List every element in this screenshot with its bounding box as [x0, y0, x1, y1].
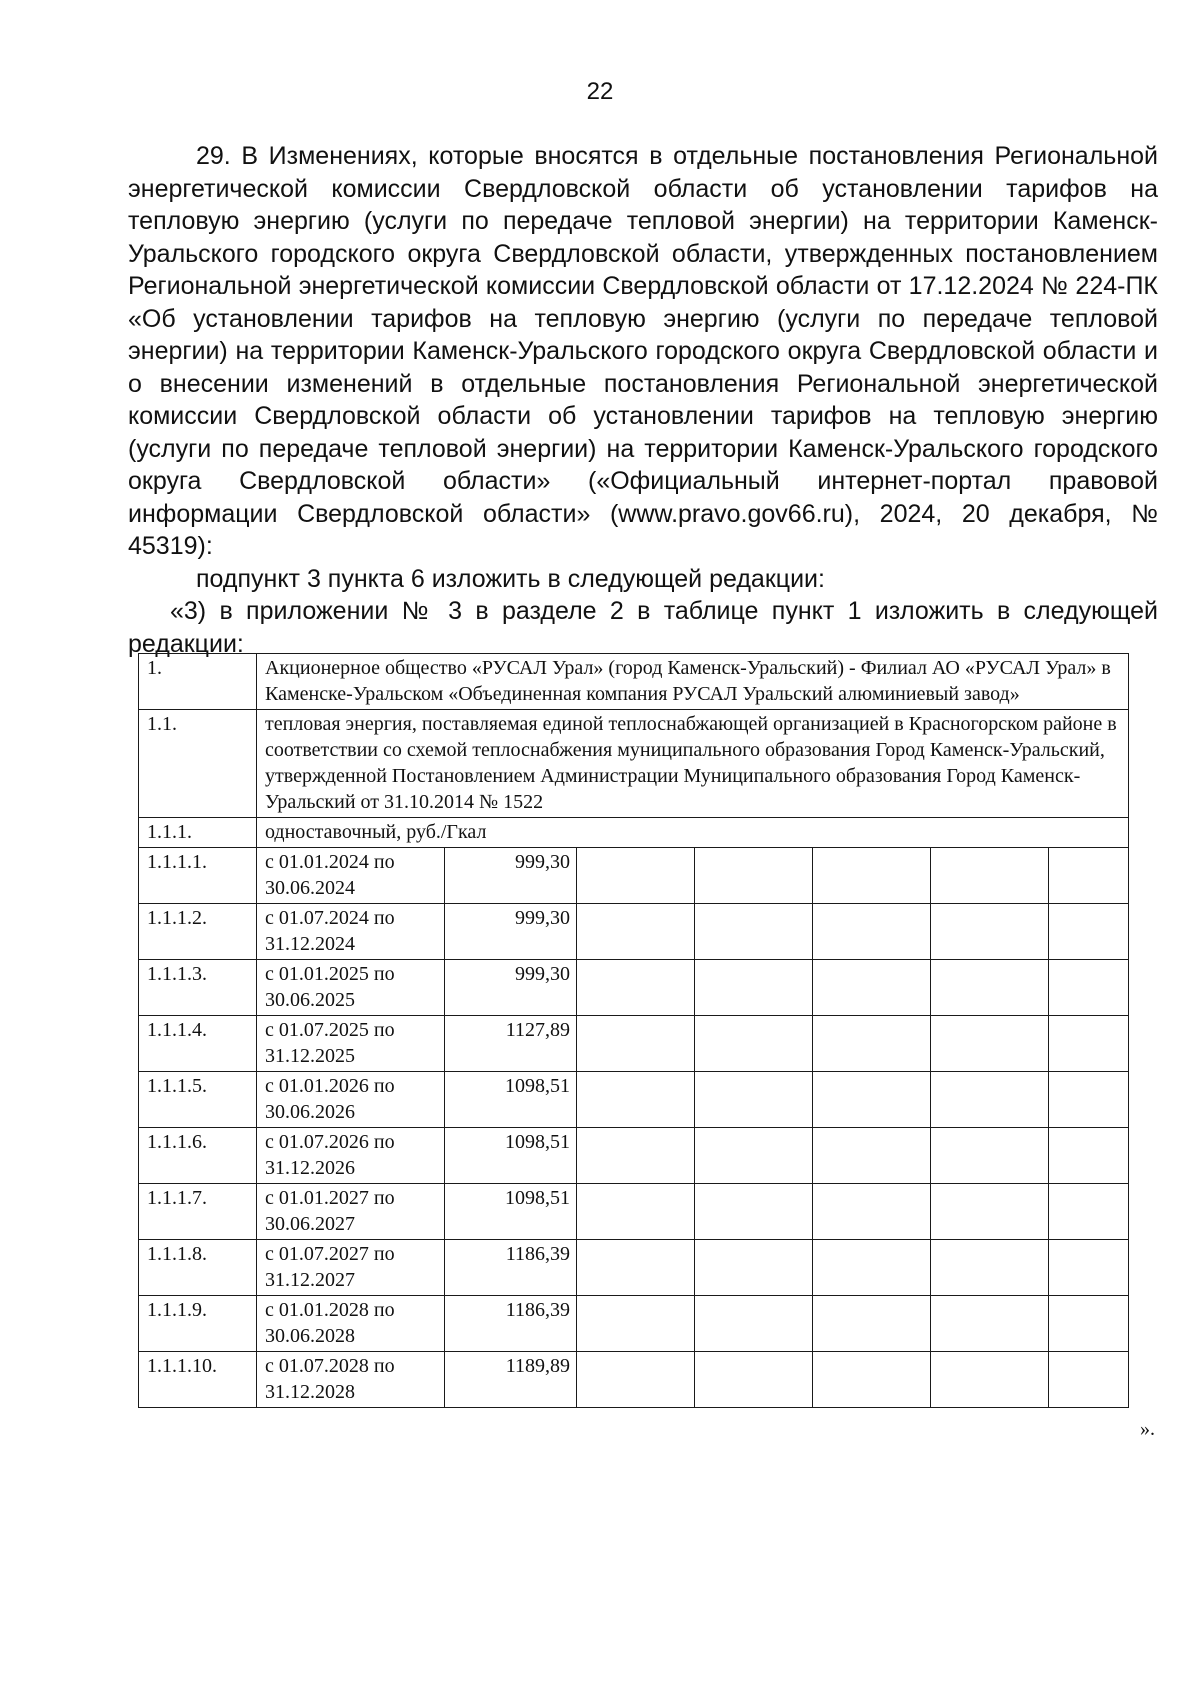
- empty-cell: [1049, 1296, 1129, 1352]
- empty-cell: [1049, 1240, 1129, 1296]
- empty-cell: [813, 960, 931, 1016]
- closing-quote-mark: ».: [1140, 1418, 1155, 1440]
- empty-cell: [695, 960, 813, 1016]
- empty-cell: [695, 1128, 813, 1184]
- row-number: 1.1.1.5.: [139, 1072, 257, 1128]
- empty-cell: [695, 1072, 813, 1128]
- paragraph-subpoint: подпункт 3 пункта 6 изложить в следующей редакции:: [196, 564, 825, 593]
- table-row: [139, 960, 1129, 1016]
- empty-cell: [577, 1184, 695, 1240]
- empty-cell: [813, 1072, 931, 1128]
- empty-cell: [813, 1352, 931, 1408]
- table-row-rate: [139, 818, 1129, 848]
- tariff-value-cell: 1189,89: [445, 1352, 577, 1408]
- rate-type: одноставочный, руб./Гкал: [257, 818, 1129, 848]
- tariff-value-cell: 999,30: [445, 904, 577, 960]
- tariff-table: [138, 653, 1129, 1408]
- empty-cell: [813, 1296, 931, 1352]
- row-number: 1.1.1.4.: [139, 1016, 257, 1072]
- empty-cell: [1049, 960, 1129, 1016]
- row-number: 1.1.1.2.: [139, 904, 257, 960]
- period-cell: с 01.01.2027 по 30.06.2027: [257, 1184, 445, 1240]
- period-cell: с 01.07.2027 по 31.12.2027: [257, 1240, 445, 1296]
- empty-cell: [813, 1128, 931, 1184]
- empty-cell: [1049, 1128, 1129, 1184]
- period-cell: с 01.01.2024 по 30.06.2024: [257, 848, 445, 904]
- table-row: [139, 1240, 1129, 1296]
- empty-cell: [931, 1072, 1049, 1128]
- empty-cell: [577, 904, 695, 960]
- energy-description: тепловая энергия, поставляемая единой теплоснабжающей организацией в Красногорском районе в соответствии со схемой теплоснабжения муниципального образования Город Каменск-Уральский, утвержденной Постановлением Администрации Муниципального образования Город Каменск-Уральский от 31.10.2014 № 1522: [257, 710, 1129, 818]
- tariff-value-cell: 1186,39: [445, 1296, 577, 1352]
- period-cell: с 01.01.2028 по 30.06.2028: [257, 1296, 445, 1352]
- period-cell: с 01.07.2025 по 31.12.2025: [257, 1016, 445, 1072]
- table-row: [139, 1296, 1129, 1352]
- empty-cell: [813, 1184, 931, 1240]
- row-number: 1.1.1.: [139, 818, 257, 848]
- empty-cell: [931, 1184, 1049, 1240]
- table-row: [139, 904, 1129, 960]
- empty-cell: [931, 1296, 1049, 1352]
- empty-cell: [695, 1240, 813, 1296]
- empty-cell: [577, 1240, 695, 1296]
- paragraph-main: 29. В Изменениях, которые вносятся в отдельные постановления Региональной энергетической комиссии Свердловской области об установлении тарифов на тепловую энергию (услуги по передаче тепловой энергии) на территории Каменск-Уральского городского округа Свердловской области, утвержденных постановлением Региональной энергетической комиссии Свердловской области от 17.12.2024 № 224-ПК «Об установлении тарифов на тепловую энергию (услуги по передаче тепловой энергии) на территории Каменск-Уральского городского округа Свердловской области и о внесении изменений в отдельные постановления Региональной энергетической комиссии Свердловской области об установлении тарифов на тепловую энергию (услуги по передаче тепловой энергии) на территории Каменск-Уральского городского округа Свердловской области» («Официальный интернет-портал правовой информации Свердловской области» (www.pravo.gov66.ru), 2024, 20 декабря, № 45319):: [128, 142, 1158, 560]
- empty-cell: [695, 1016, 813, 1072]
- table-row: [139, 848, 1129, 904]
- body-text: [128, 140, 1158, 660]
- row-number: 1.: [139, 654, 257, 710]
- row-number: 1.1.1.1.: [139, 848, 257, 904]
- period-cell: с 01.07.2024 по 31.12.2024: [257, 904, 445, 960]
- row-number: 1.1.1.6.: [139, 1128, 257, 1184]
- tariff-value-cell: 1098,51: [445, 1184, 577, 1240]
- table-row: [139, 1352, 1129, 1408]
- empty-cell: [695, 904, 813, 960]
- tariff-value-cell: 1098,51: [445, 1072, 577, 1128]
- table-row: [139, 1128, 1129, 1184]
- empty-cell: [1049, 1184, 1129, 1240]
- empty-cell: [577, 848, 695, 904]
- period-cell: с 01.07.2026 по 31.12.2026: [257, 1128, 445, 1184]
- empty-cell: [931, 904, 1049, 960]
- empty-cell: [931, 848, 1049, 904]
- row-number: 1.1.1.3.: [139, 960, 257, 1016]
- empty-cell: [695, 1296, 813, 1352]
- row-number: 1.1.1.8.: [139, 1240, 257, 1296]
- empty-cell: [695, 848, 813, 904]
- empty-cell: [695, 1184, 813, 1240]
- empty-cell: [577, 960, 695, 1016]
- row-number: 1.1.: [139, 710, 257, 818]
- period-cell: с 01.07.2028 по 31.12.2028: [257, 1352, 445, 1408]
- page-number: 22: [586, 78, 614, 105]
- empty-cell: [931, 1128, 1049, 1184]
- period-cell: с 01.01.2025 по 30.06.2025: [257, 960, 445, 1016]
- empty-cell: [577, 1128, 695, 1184]
- paragraph-quote-intro: «3) в приложении № 3 в разделе 2 в таблице пункт 1 изложить в следующей редакции:: [128, 597, 1158, 658]
- table-row: [139, 1016, 1129, 1072]
- empty-cell: [813, 848, 931, 904]
- tariff-value-cell: 999,30: [445, 960, 577, 1016]
- tariff-value-cell: 1186,39: [445, 1240, 577, 1296]
- tariff-value-cell: 1098,51: [445, 1128, 577, 1184]
- empty-cell: [577, 1016, 695, 1072]
- empty-cell: [813, 904, 931, 960]
- empty-cell: [931, 1240, 1049, 1296]
- organization-name: Акционерное общество «РУСАЛ Урал» (город Каменск-Уральский) - Филиал АО «РУСАЛ Урал» в Каменске-Уральском «Объединенная компания РУСАЛ Уральский алюминиевый завод»: [257, 654, 1129, 710]
- table-row-org: [139, 654, 1129, 710]
- empty-cell: [813, 1016, 931, 1072]
- empty-cell: [931, 960, 1049, 1016]
- row-number: 1.1.1.9.: [139, 1296, 257, 1352]
- empty-cell: [931, 1352, 1049, 1408]
- tariff-value-cell: 1127,89: [445, 1016, 577, 1072]
- empty-cell: [931, 1016, 1049, 1072]
- table-row-energy: [139, 710, 1129, 818]
- row-number: 1.1.1.7.: [139, 1184, 257, 1240]
- empty-cell: [1049, 904, 1129, 960]
- period-cell: с 01.01.2026 по 30.06.2026: [257, 1072, 445, 1128]
- empty-cell: [1049, 1072, 1129, 1128]
- empty-cell: [1049, 1016, 1129, 1072]
- empty-cell: [1049, 1352, 1129, 1408]
- tariff-value-cell: 999,30: [445, 848, 577, 904]
- table-row: [139, 1184, 1129, 1240]
- empty-cell: [577, 1296, 695, 1352]
- empty-cell: [577, 1352, 695, 1408]
- empty-cell: [695, 1352, 813, 1408]
- empty-cell: [577, 1072, 695, 1128]
- row-number: 1.1.1.10.: [139, 1352, 257, 1408]
- table-row: [139, 1072, 1129, 1128]
- empty-cell: [1049, 848, 1129, 904]
- empty-cell: [813, 1240, 931, 1296]
